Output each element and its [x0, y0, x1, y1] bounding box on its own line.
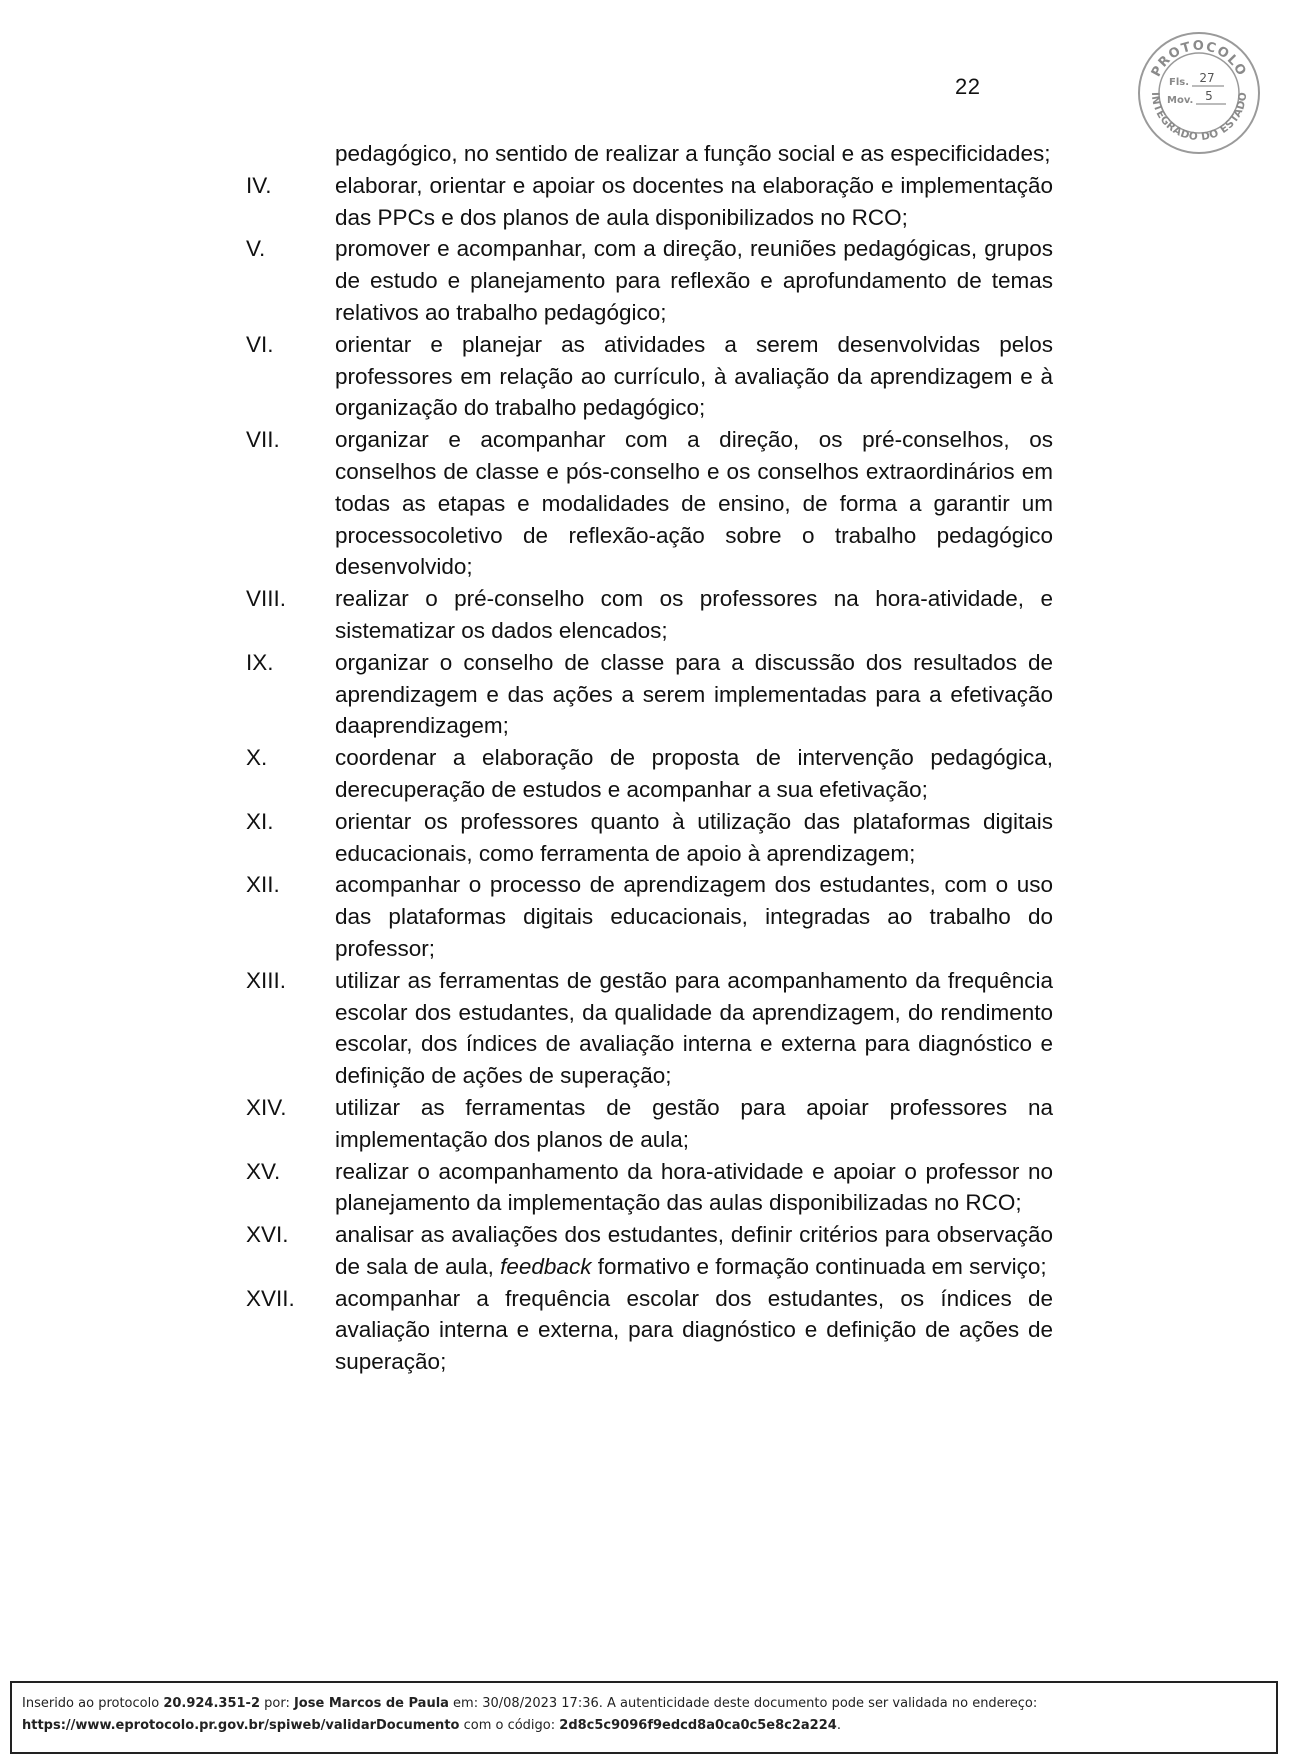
list-item [0, 170, 1290, 234]
stamp-mov-value: 5 [1205, 89, 1213, 103]
item-text: realizar o pré-conselho com os professores na hora-atividade, e sistematizar os dados elencados; [335, 586, 1053, 643]
item-numeral: VI. [246, 331, 274, 357]
item-text: acompanhar a frequência escolar dos estudantes, os índices de avaliação interna e externa, para diagnóstico e definição de ações de superação; [335, 1285, 1053, 1375]
stamp-bottom-text: INTEGRADO DO ESTADO [1148, 91, 1250, 144]
item-numeral: IV. [246, 172, 272, 198]
item-numeral: XVI. [246, 1222, 289, 1248]
list-item [0, 1092, 1290, 1156]
footer-line-2 [22, 1715, 1266, 1737]
footer-prefix: Inserido ao protocolo [22, 1696, 164, 1711]
item-numeral: IX. [246, 649, 274, 675]
list-item [0, 742, 1290, 806]
item-numeral: VIII. [246, 586, 287, 612]
list-item [0, 1156, 1290, 1220]
document-body [0, 138, 1290, 1378]
list-item [0, 806, 1290, 870]
item-text: orientar e planejar as atividades a serem desenvolvidas pelos professores em relação ao currículo, à avaliação da aprendizagem e à organização do trabalho pedagógico; [335, 331, 1053, 421]
item-text: acompanhar o processo de aprendizagem dos estudantes, com o uso das plataformas digitais educacionais, integradas ao trabalho do professor; [335, 872, 1053, 961]
item-numeral: XI. [246, 808, 274, 834]
page-number: 22 [955, 74, 981, 99]
item-numeral: XV. [246, 1158, 281, 1184]
stamp-top-text: PROTOCOLO [1148, 38, 1250, 80]
item-numeral: V. [246, 236, 266, 262]
list-item [0, 1219, 1290, 1283]
item-text: elaborar, orientar e apoiar os docentes na elaboração e implementação das PPCs e dos planos de aula disponibilizados no RCO; [335, 172, 1053, 230]
item-numeral: XIII. [246, 967, 287, 993]
footer-protocol: 20.924.351-2 [163, 1696, 260, 1711]
item-numeral: X. [246, 745, 268, 771]
continuation-paragraph [0, 138, 1290, 170]
item-text: realizar o acompanhamento da hora-atividade e apoiar o professor no planejamento da implementação das aulas disponibilizadas no RCO; [335, 1158, 1053, 1216]
item-numeral: XVII. [246, 1285, 295, 1311]
stamp-mov-label: Mov. [1167, 95, 1194, 106]
item-text: utilizar as ferramentas de gestão para apoiar professores na implementação dos planos de aula; [335, 1094, 1053, 1152]
list-item [0, 583, 1290, 647]
list-item [0, 329, 1290, 424]
list-item [0, 233, 1290, 328]
item-text: coordenar a elaboração de proposta de intervenção pedagógica, derecuperação de estudos e acompanhar a sua efetivação; [335, 745, 1053, 802]
list-item [0, 869, 1290, 964]
footer-code: 2d8c5c9096f9edcd8a0ca0c5e8c2a224 [559, 1718, 837, 1733]
footer-date-text: em: 30/08/2023 17:36. A autenticidade deste documento pode ser validada no endereço: [448, 1696, 1038, 1711]
item-text [335, 1219, 1053, 1283]
stamp-fls-label: Fls. [1169, 77, 1190, 88]
item-text-italic: feedback [500, 1253, 592, 1279]
item-text-before: analisar as avaliações dos estudantes, definir critérios para observação de sala de aula, [335, 1222, 1053, 1279]
list-item [0, 647, 1290, 742]
footer-by-label: por: [260, 1696, 294, 1711]
continuation-text: pedagógico, no sentido de realizar a função social e as especificidades; [335, 141, 1051, 166]
list-item [0, 1283, 1290, 1378]
list-item [0, 965, 1290, 1092]
stamp-fls-value: 27 [1199, 71, 1215, 85]
item-text: utilizar as ferramentas de gestão para acompanhamento da frequência escolar dos estudantes, da qualidade da aprendizagem, do rendimento escolar, dos índices de avaliação interna e externa para diagnóstico e definição de ações de superação; [335, 967, 1053, 1089]
footer-validation-link[interactable]: https://www.eprotocolo.pr.gov.br/spiweb/validarDocumento [22, 1718, 460, 1733]
footer-line-1 [22, 1693, 1266, 1715]
authenticity-footer [10, 1681, 1278, 1754]
item-text: promover e acompanhar, com a direção, reuniões pedagógicas, grupos de estudo e planejamento para reflexão e aprofundamento de temas relativos ao trabalho pedagógico; [335, 236, 1053, 325]
item-text-after: formativo e formação continuada em serviço; [591, 1253, 1047, 1279]
item-numeral: VII. [246, 427, 280, 453]
list-item [0, 424, 1290, 583]
item-numeral: XIV. [246, 1094, 287, 1120]
footer-code-label: com o código: [459, 1718, 560, 1733]
item-text: organizar o conselho de classe para a discussão dos resultados de aprendizagem e das ações a serem implementadas para a efetivação daaprendizagem; [335, 649, 1053, 739]
svg-text:INTEGRADO DO ESTADO [1149, 91, 1249, 143]
footer-author: Jose Marcos de Paula [293, 1696, 449, 1711]
item-numeral: XII. [246, 872, 280, 898]
footer-end: . [836, 1718, 841, 1733]
item-text: organizar e acompanhar com a direção, os pré-conselhos, os conselhos de classe e pós-conselho e os conselhos extraordinários em todas as etapas e modalidades de ensino, de forma a garantir um processocoletivo de reflexão-ação sobre o trabalho pedagógico desenvolvido; [335, 427, 1053, 580]
item-text: orientar os professores quanto à utilização das plataformas digitais educacionais, como ferramenta de apoio à aprendizagem; [335, 808, 1053, 866]
